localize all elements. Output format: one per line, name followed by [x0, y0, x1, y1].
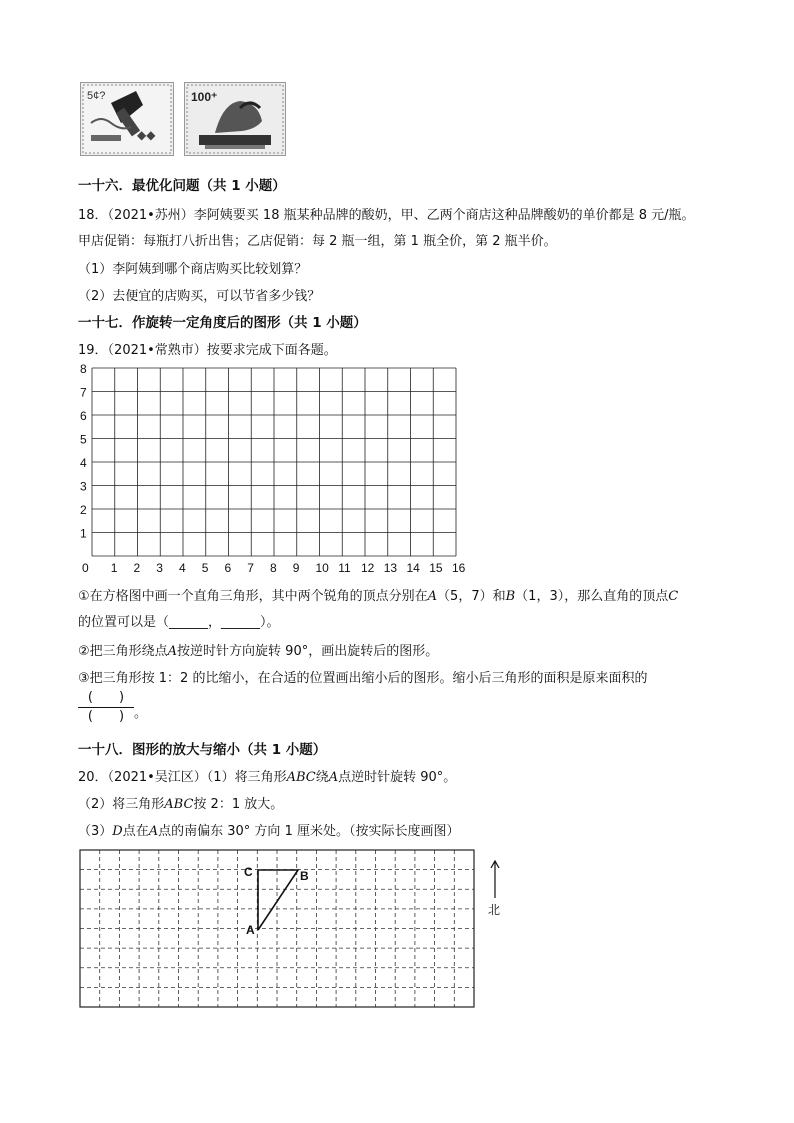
- y-tick-label: 3: [80, 479, 87, 494]
- x-tick-label: 15: [429, 561, 443, 575]
- y-tick-label: 4: [80, 456, 87, 470]
- section-16-heading: 一十六．最优化问题（共 1 小题）: [78, 178, 286, 194]
- question-20-number: 20．（2021•吴江区）: [78, 770, 207, 785]
- north-arrow-icon: [482, 858, 508, 918]
- line2-point: A: [167, 644, 178, 659]
- question-18-number: 18．（2021•苏州）: [78, 208, 194, 223]
- x-tick-label: 10: [315, 561, 329, 575]
- y-tick-label: 6: [80, 409, 87, 423]
- question-19-line1-answer: 的位置可以是（______，______）。: [78, 615, 280, 630]
- point-c-label: C: [668, 589, 679, 604]
- question-19-number: 19．（2021•常熟市）: [78, 343, 207, 358]
- question-20-sub2: [78, 793, 283, 812]
- question-18-sub2: （2）去便宜的店购买，可以节省多少钱？: [78, 289, 321, 304]
- x-tick-label: 12: [361, 561, 375, 575]
- x-tick-label: 16: [452, 561, 466, 575]
- fraction-numerator: ( ): [87, 690, 125, 705]
- q20-sub3-b: 点的南偏东 30° 方向 1 厘米处。（按实际长度画图）: [158, 824, 460, 839]
- q20-sub2-triangle: ABC: [164, 797, 194, 812]
- x-tick-label: 2: [133, 561, 141, 575]
- stamp-image-two: [184, 82, 286, 156]
- q20-sub3-point-d: D: [112, 824, 123, 839]
- question-19-line1: [78, 585, 678, 604]
- section-18-heading: 一十八．图形的放大与缩小（共 1 小题）: [78, 742, 327, 758]
- triangle-abc: [258, 870, 298, 930]
- x-tick-label: 6: [224, 561, 232, 575]
- dashed-grid: [78, 848, 478, 1010]
- point-a-coord: （5，7）: [437, 589, 493, 604]
- question-19: [78, 339, 337, 358]
- x-tick-label: 14: [406, 561, 420, 575]
- q20-sub1-point: A: [328, 770, 339, 785]
- fraction-denominator: ( ): [87, 709, 125, 724]
- point-b-coord: （1，3），那么直角的顶点: [515, 589, 669, 604]
- coordinate-grid: [70, 362, 470, 576]
- section-17-heading: 一十七．作旋转一定角度后的图形（共 1 小题）: [78, 315, 367, 331]
- stamp-image-one: [80, 82, 174, 156]
- q20-sub1-c: 点逆时针旋转 90°。: [338, 770, 457, 785]
- x-tick-label: 1: [110, 561, 118, 575]
- x-tick-label: 7: [247, 561, 254, 575]
- y-tick-label: 1: [80, 526, 87, 541]
- x-tick-label: 5: [201, 561, 209, 575]
- fraction-blank: [78, 690, 134, 725]
- y-tick-label: 8: [80, 362, 87, 376]
- x-tick-label: 0: [82, 561, 89, 575]
- question-18-promo: 甲店促销：每瓶打八折出售；乙店促销：每 2 瓶一组，第 1 瓶全价，第 2 瓶半价。: [78, 234, 557, 249]
- q20-sub2-a: （2）将三角形: [78, 797, 165, 812]
- question-18: [78, 204, 695, 223]
- question-20-sub3: （3）D点在A点的南偏东 30° 方向 1 厘米处。（按实际长度画图）: [78, 824, 460, 839]
- question-19-line3: ③把三角形按 1：2 的比缩小，在合适的位置画出缩小后的图形。缩小后三角形的面积是原来面积的: [78, 671, 648, 686]
- question-18-text: 李阿姨要买 18 瓶某种品牌的酸奶，甲、乙两个商店这种品牌酸奶的单价都是 8 元/瓶。: [193, 208, 695, 223]
- x-tick-label: 11: [338, 561, 351, 575]
- q20-sub3-point-a: A: [148, 824, 159, 839]
- fraction-tail: 。: [134, 706, 148, 721]
- x-tick-label: 13: [383, 561, 398, 575]
- y-tick-label: 5: [80, 432, 87, 447]
- q20-sub3-a: 点在: [122, 824, 149, 839]
- svg-text:◆◆: ◆◆: [137, 128, 156, 142]
- triangle-label-c: C: [244, 865, 253, 879]
- stamp-one-graphic: [81, 83, 173, 155]
- stamp-one-value: 5¢?: [87, 90, 106, 102]
- x-tick-label: 4: [179, 561, 186, 575]
- y-tick-label: 7: [80, 385, 87, 400]
- triangle-label-b: B: [300, 869, 309, 883]
- q20-sub1-b: 绕: [315, 770, 329, 785]
- question-18-sub1: （1）李阿姨到哪个商店购买比较划算？: [78, 262, 308, 277]
- stamp-two-value: 100⁺: [191, 90, 218, 104]
- stamp-two-graphic: [185, 83, 285, 155]
- q20-sub1-a: （1）将三角形: [206, 770, 287, 785]
- point-a-label: A: [427, 589, 438, 604]
- point-b-label: B: [505, 589, 516, 604]
- question-20: [78, 766, 456, 785]
- question-19-text: 按要求完成下面各题。: [206, 343, 337, 358]
- line1-text: ①在方格图中画一个直角三角形，其中两个锐角的顶点分别在: [78, 589, 428, 604]
- y-tick-label: 2: [80, 503, 87, 517]
- q20-sub2-b: 按 2：1 放大。: [193, 797, 284, 812]
- line2-text-a: ②把三角形绕点: [78, 644, 168, 659]
- line2-text-b: 按逆时针方向旋转 90°，画出旋转后的图形。: [177, 644, 439, 659]
- north-label: 北: [488, 903, 501, 917]
- x-tick-label: 8: [270, 561, 277, 575]
- and-text: 和: [492, 589, 506, 604]
- x-tick-label: 9: [292, 561, 300, 575]
- q20-sub1-triangle: ABC: [286, 770, 316, 785]
- x-tick-label: 3: [156, 561, 163, 575]
- triangle-label-a: A: [246, 923, 255, 937]
- question-19-line2: [78, 640, 438, 659]
- fraction-bar: [78, 707, 134, 708]
